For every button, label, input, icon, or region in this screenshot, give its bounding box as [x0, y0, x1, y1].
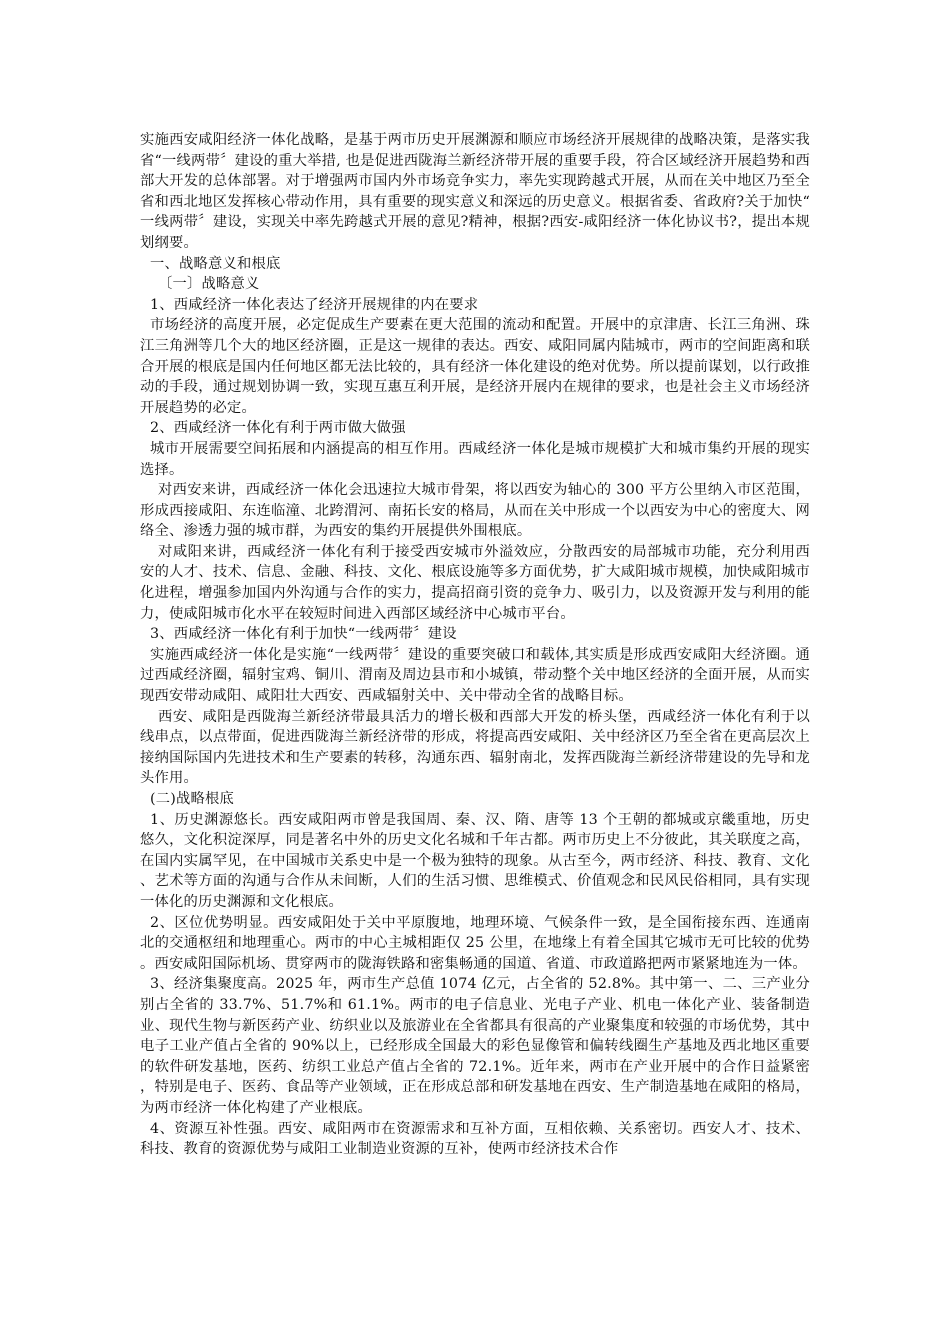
body-paragraph: 4、资源互补性强。西安、咸阳两市在资源需求和互补方面，互相依赖、关系密切。西安人才、技术、科技、教育的资源优势与咸阳工业制造业资源的互补，使两市经济技术合作 [140, 1120, 810, 1158]
document-page [140, 130, 810, 1160]
body-paragraph: 西安、咸阳是西陇海兰新经济带最具活力的增长极和西部大开发的桥头堡，西咸经济一体化有利于以线串点，以点带面，促进西陇海兰新经济带的形成，将提高西安咸阳、关中经济区乃至全省在更高层次上接纳国际国内先进技术和生产要素的转移，沟通东西、辐射南北，发挥西陇海兰新经济带建设的先导和龙头作用。 [140, 708, 810, 787]
item-heading-3: 3、西咸经济一体化有利于加快“一线两带〞建设 [150, 626, 457, 643]
subsection-heading-1: 〔一〕战略意义 [158, 276, 260, 293]
subsection-heading-2: (二)战略根底 [150, 791, 235, 807]
intro-paragraph: 实施西安咸阳经济一体化战略，是基于两市历史开展渊源和顺应市场经济开展规律的战略决策，是落实我省“一线两带〞建设的重大举措, 也是促进西陇海兰新经济带开展的重要手段，符合区域经济开展趋势和西部大开发的总体部署。对于增强两市国内外市场竞争实力，率先实现跨越式开展，从而在关中地区乃至全省和西北地区发挥核心带动作用，具有重要的现实意义和深远的历史意义。根据省委、省政府?关于加快“一线两带〞建设，实现关中率先跨越式开展的意见?精神，根据?西安-咸阳经济一体化协议书?，提出本规划纲要。 [140, 132, 810, 251]
body-paragraph: 市场经济的高度开展，必定促成生产要素在更大范围的流动和配置。开展中的京津唐、长江三角洲、珠江三角洲等几个大的地区经济圈，正是这一规律的表达。西安、咸阳同属内陆城市，两市的空间距离和联合开展的根底是国内任何地区都无法比较的，具有经济一体化建设的绝对优势。所以提前谋划，以行政推动的手段，通过规划协调一致，实现互惠互利开展，是经济开展内在规律的要求，也是社会主义市场经济开展趋势的必定。 [140, 317, 810, 416]
body-paragraph: 实施西咸经济一体化是实施“一线两带〞建设的重要突破口和载体,其实质是形成西安咸阳大经济圈。通过西咸经济圈，辐射宝鸡、铜川、渭南及周边县市和小城镇，带动整个关中地区经济的全面开展，从而实现西安带动咸阳、咸阳壮大西安、西咸辐射关中、关中带动全省的战略目标。 [140, 646, 810, 705]
body-paragraph: 3、经济集聚度高。2025 年，两市生产总值 1074 亿元，占全省的 52.8%。其中第一、二、三产业分别占全省的 33.7%、51.7%和 61.1%。两市的电子信息业、光电子产业、机电一体化产业、装备制造业、现代生物与新医药产业、纺织业以及旅游业在全省都具有很高的产业聚集度和较强的市场优势，其中电子工业产值占全省的 90%以上，已经形成全国最大的彩色显像管和偏转线圈生产基地及西北地区重要的软件研发基地，医药、纺织工业总产值占全省的 72.1%。近年来，两市在产业开展中的合作日益紧密，特别是电子、医药、食品等产业领域，正在形成总部和研发基地在西安、生产制造基地在咸阳的格局，为两市经济一体化构建了产业根底。 [140, 976, 810, 1116]
item-heading-1: 1、西咸经济一体化表达了经济开展规律的内在要求 [150, 296, 479, 313]
item-heading-2: 2、西咸经济一体化有利于两市做大做强 [150, 420, 406, 437]
body-paragraph: 对西安来讲，西咸经济一体化会迅速拉大城市骨架，将以西安为轴心的 300 平方公里纳入市区范围，形成西接咸阳、东连临潼、北跨渭河、南拓长安的格局，从而在关中形成一个以西安为中心的密度大、网络全、渗透力强的城市群，为西安的集约开展提供外围根底。 [140, 482, 810, 540]
body-paragraph: 2、区位优势明显。西安咸阳处于关中平原腹地，地理环境、气候条件一致，是全国衔接东西、连通南北的交通枢纽和地理重心。两市的中心主城相距仅 25 公里，在地缘上有着全国其它城市无可比较的优势。西安咸阳国际机场、贯穿两市的陇海铁路和密集畅通的国道、省道、市政道路把两市紧紧地连为一体。 [140, 914, 810, 972]
body-paragraph: 城市开展需要空间拓展和内涵提高的相互作用。西咸经济一体化是城市规模扩大和城市集约开展的现实选择。 [140, 440, 810, 478]
body-paragraph: 1、历史渊源悠长。西安咸阳两市曾是我国周、秦、汉、隋、唐等 13 个王朝的都城或京畿重地，历史悠久，文化积淀深厚，同是著名中外的历史文化名城和千年古都。两市历史上不分彼此，其关联度之高，在国内实属罕见，在中国城市关系史中是一个极为独特的现象。从古至今，两市经济、科技、教育、文化、艺术等方面的沟通与合作从未间断，人们的生活习惯、思维模式、价值观念和民风民俗相同，具有实现一体化的历史渊源和文化根底。 [140, 811, 810, 910]
section-heading-1: 一、战略意义和根底 [150, 255, 281, 272]
body-paragraph: 对咸阳来讲，西咸经济一体化有利于接受西安城市外溢效应，分散西安的局部城市功能，充分利用西安的人才、技术、信息、金融、科技、文化、根底设施等多方面优势，扩大咸阳城市规模，加快咸阳城市化进程，增强参加国内外沟通与合作的实力，提高招商引资的竞争力、吸引力，以及资源开发与利用的能力，使咸阳城市化水平在较短时间进入西部区域经济中心城市平台。 [140, 543, 810, 622]
